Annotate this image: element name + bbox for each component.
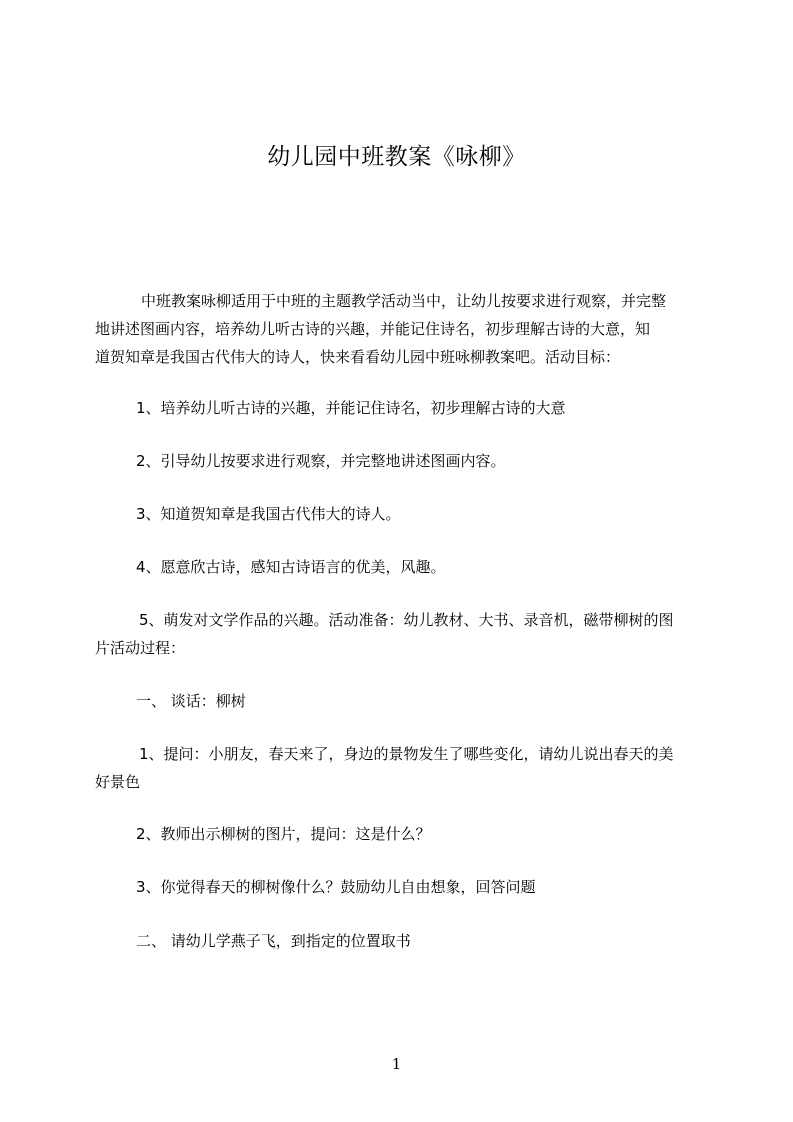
section-1-text: 一、 谈话：柳树: [136, 692, 246, 710]
step-1-line-2: 好景色: [95, 773, 141, 791]
step-2-text: 2、教师出示柳树的图片，提问：这是什么？: [136, 825, 431, 843]
step-3-text: 3、你觉得春天的柳树像什么？鼓励幼儿自由想象，回答问题: [136, 878, 536, 896]
intro-line-3: 道贺知章是我国古代伟大的诗人，快来看看幼儿园中班咏柳教案吧。活动目标：: [95, 348, 621, 366]
goal-3-text: 3、知道贺知章是我国古代伟大的诗人。: [136, 505, 401, 523]
goal-4-text: 4、愿意欣古诗，感知古诗语言的优美，风趣。: [136, 558, 446, 576]
page-number: 1: [391, 1055, 402, 1073]
document-title: 幼儿园中班教案《咏柳》: [267, 144, 526, 170]
goal-1-text: 1、培养幼儿听古诗的兴趣，并能记住诗名，初步理解古诗的大意: [136, 399, 566, 417]
intro-line-2: 地讲述图画内容，培养幼儿听古诗的兴趣，并能记住诗名，初步理解古诗的大意，知: [95, 320, 651, 338]
goal-5-line-1: 5、萌发对文学作品的兴趣。活动准备：幼儿教材、大书、录音机，磁带柳树的图: [139, 611, 674, 629]
intro-line-1: 中班教案咏柳适用于中班的主题教学活动当中，让幼儿按要求进行观察，并完整: [141, 292, 667, 310]
step-1-line-1: 1、提问：小朋友，春天来了，身边的景物发生了哪些变化，请幼儿说出春天的美: [139, 745, 674, 763]
section-2-text: 二、 请幼儿学燕子飞，到指定的位置取书: [136, 932, 411, 950]
goal-5-line-2: 片活动过程：: [95, 639, 186, 657]
goal-2-text: 2、引导幼儿按要求进行观察，并完整地讲述图画内容。: [136, 452, 506, 470]
